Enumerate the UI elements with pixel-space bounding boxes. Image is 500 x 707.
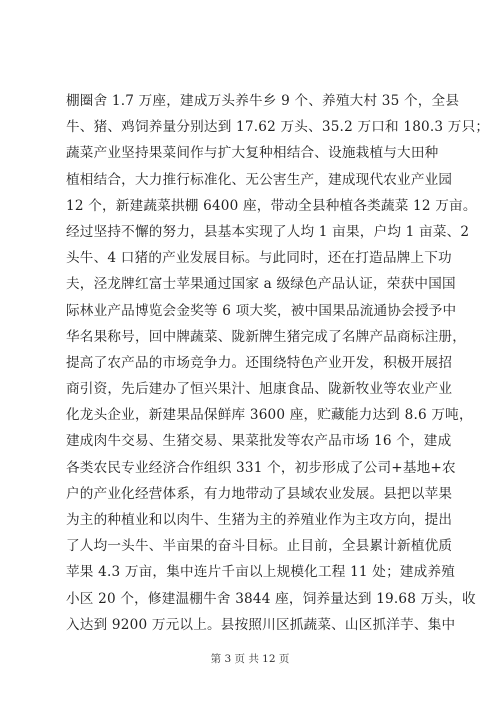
text-line: 夫，泾龙牌红富士苹果通过国家 a 级绿色产品认证，荣获中国国 bbox=[66, 276, 456, 293]
text-line: 小区 20 个，修建温棚牛舍 3844 座，饲养量达到 19.68 万头，收 bbox=[66, 590, 476, 607]
page-number-footer: 第 3 页 共 12 页 bbox=[210, 653, 290, 665]
text-line: 为主的种植业和以肉牛、生猪为主的养殖业作为主攻方向，提出 bbox=[66, 512, 453, 528]
text-line: 际林业产品博览会金奖等 6 项大奖，被中国果品流通协会授予中 bbox=[66, 302, 457, 319]
text-line: 建成肉牛交易、生猪交易、果菜批发等农产品市场 16 个，建成 bbox=[66, 433, 452, 450]
text-line: 入达到 9200 万元以上。县按照川区抓蔬菜、山区抓洋芋、集中 bbox=[66, 616, 456, 633]
body-text bbox=[66, 88, 490, 638]
text-line: 提高了农产品的市场竞争力。还围绕特色产业开发，积极开展招 bbox=[66, 354, 453, 371]
text-line: 各类农民专业经济合作组织 331 个，初步形成了公司+基地+农 bbox=[66, 459, 456, 476]
text-line: 12 个，新建蔬菜拱棚 6400 座，带动全县种植各类蔬菜 12 万亩。 bbox=[66, 197, 477, 214]
text-line: 经过坚持不懈的努力，县基本实现了人均 1 亩果，户均 1 亩菜、2 bbox=[66, 223, 470, 240]
text-line: 户的产业化经营体系，有力地带动了县域农业发展。县把以苹果 bbox=[66, 485, 453, 502]
text-line: 苹果 4.3 万亩，集中连片千亩以上规模化工程 11 处；建成养殖 bbox=[66, 564, 456, 581]
text-line: 植相结合，大力推行标准化、无公害生产，建成现代农业产业园 bbox=[66, 171, 453, 188]
text-line: 商引资，先后建办了恒兴果汁、旭康食品、陇新牧业等农业产业 bbox=[66, 381, 453, 398]
text-line: 棚圈舍 1.7 万座，建成万头养牛乡 9 个、养殖大村 35 个，全县 bbox=[66, 93, 460, 109]
text-line: 华名果称号，回中牌蔬菜、陇新牌生猪完成了名牌产品商标注册， bbox=[66, 328, 467, 345]
text-line: 牛、猪、鸡饲养量分别达到 17.62 万头、35.2 万口和 180.3 万只； bbox=[66, 119, 490, 136]
text-line: 头牛、4 口猪的产业发展目标。与此同时，还在打造品牌上下功 bbox=[66, 250, 452, 267]
text-line: 化龙头企业，新建果品保鲜库 3600 座，贮藏能力达到 8.6 万吨， bbox=[66, 407, 473, 424]
text-line: 蔬菜产业坚持果菜间作与扩大复种相结合、设施栽植与大田种 bbox=[66, 145, 439, 162]
text-line: 了人均一头牛、半亩果的奋斗目标。止目前，全县累计新植优质 bbox=[66, 538, 453, 555]
